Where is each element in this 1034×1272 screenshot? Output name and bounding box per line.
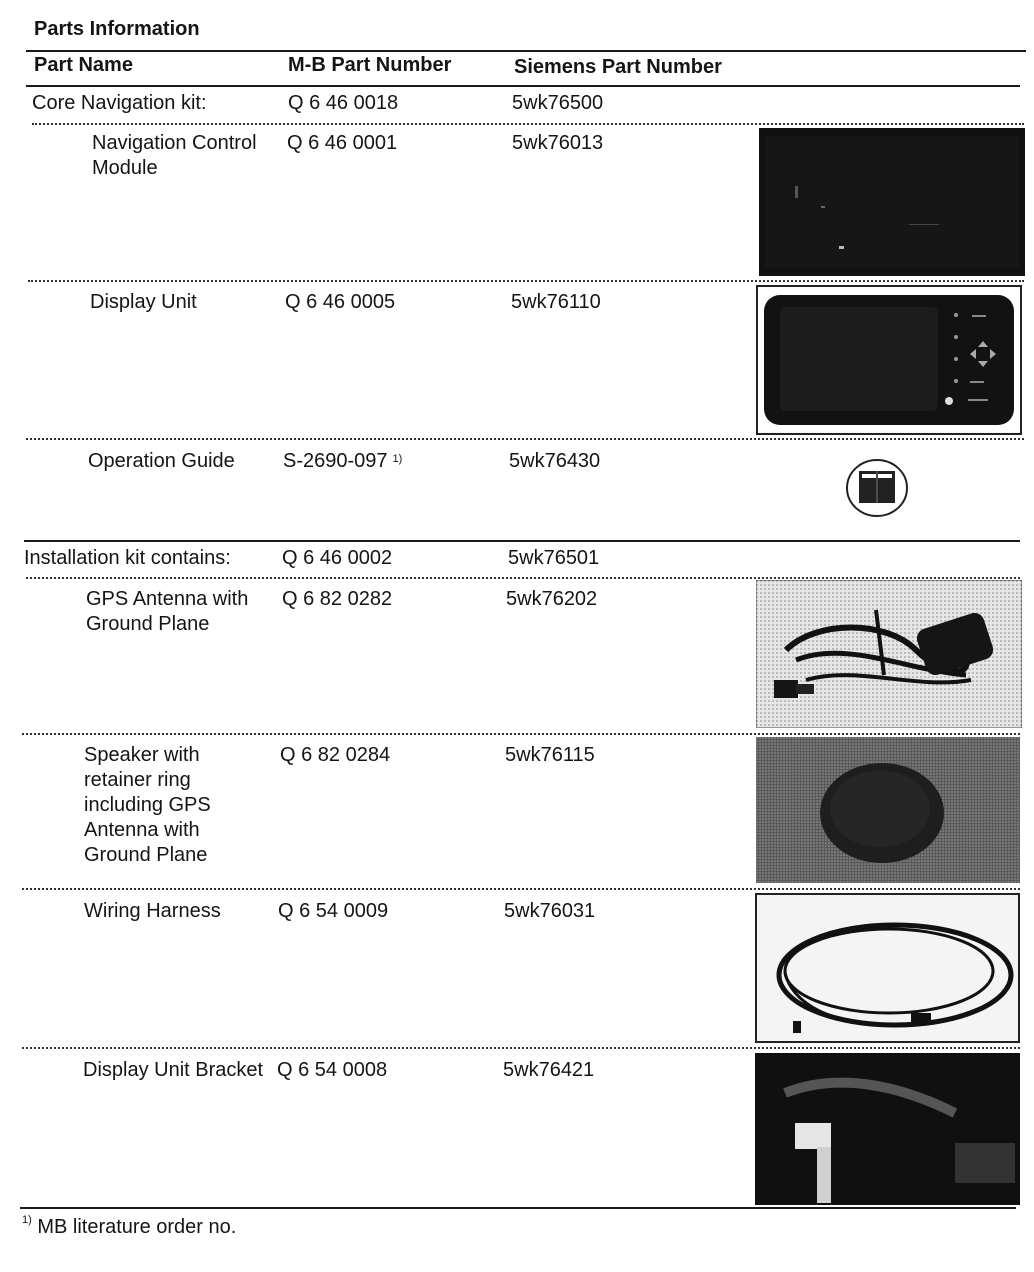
navigation-control-module-photo bbox=[759, 128, 1025, 276]
footnote bbox=[22, 1216, 236, 1239]
row-siemens-part-number: 5wk76110 bbox=[511, 291, 601, 313]
gps-antenna-photo bbox=[756, 580, 1022, 728]
page-title: Parts Information bbox=[34, 18, 200, 40]
row-part-name: GPS Antenna with Ground Plane bbox=[86, 588, 249, 635]
row-mb-part-number: Q 6 54 0008 bbox=[277, 1059, 388, 1081]
row-divider bbox=[22, 888, 1020, 890]
footnote-marker: 1) bbox=[22, 1214, 32, 1226]
column-header-mb-part-number: M-B Part Number bbox=[288, 54, 452, 76]
row-siemens-part-number: 5wk76115 bbox=[505, 744, 595, 766]
row-divider bbox=[22, 733, 1020, 735]
row-divider bbox=[22, 1047, 1020, 1049]
row-part-name: Display Unit Bracket bbox=[83, 1059, 264, 1081]
row-mb-part-number: Q 6 46 0002 bbox=[282, 547, 393, 569]
row-siemens-part-number: 5wk76202 bbox=[506, 588, 598, 610]
row-part-name: Core Navigation kit: bbox=[32, 92, 207, 114]
speaker-photo bbox=[756, 737, 1020, 883]
footnote-marker: 1) bbox=[392, 453, 403, 465]
header-bottom-rule bbox=[26, 85, 1020, 87]
display-unit-bracket-photo bbox=[755, 1053, 1020, 1205]
row-mb-part-number: Q 6 82 0284 bbox=[280, 744, 391, 766]
row-mb-part-number: Q 6 82 0282 bbox=[282, 588, 393, 610]
row-part-name: Operation Guide bbox=[88, 450, 235, 472]
row-siemens-part-number: 5wk76501 bbox=[508, 547, 600, 569]
column-header-part-name: Part Name bbox=[34, 54, 133, 76]
row-siemens-part-number: 5wk76421 bbox=[503, 1059, 595, 1081]
display-unit-photo bbox=[756, 285, 1022, 435]
mb-part-number-value: S-2690-097 bbox=[283, 450, 388, 472]
row-siemens-part-number: 5wk76430 bbox=[509, 450, 601, 472]
wiring-harness-photo bbox=[755, 893, 1020, 1043]
row-divider bbox=[26, 577, 1020, 579]
row-mb-part-number bbox=[283, 449, 402, 474]
row-divider bbox=[26, 438, 1024, 440]
row-part-name: Speaker with retainer ring including GPS Antenna with Ground Plane bbox=[84, 744, 211, 866]
row-siemens-part-number: 5wk76013 bbox=[512, 132, 604, 154]
row-part-name: Wiring Harness bbox=[84, 900, 221, 922]
row-siemens-part-number: 5wk76031 bbox=[504, 900, 596, 922]
column-header-siemens-part-number: Siemens Part Number bbox=[514, 56, 722, 78]
row-siemens-part-number: 5wk76500 bbox=[512, 92, 604, 114]
book-icon bbox=[845, 458, 909, 518]
header-top-rule bbox=[26, 50, 1026, 52]
table-bottom-rule bbox=[20, 1207, 1016, 1209]
row-divider bbox=[32, 123, 1024, 125]
footnote-text: MB literature order no. bbox=[37, 1216, 237, 1238]
row-mb-part-number: Q 6 46 0018 bbox=[288, 92, 399, 114]
row-divider bbox=[28, 280, 1024, 282]
row-mb-part-number: Q 6 46 0005 bbox=[285, 291, 396, 313]
section-rule bbox=[24, 540, 1020, 542]
row-part-name: Navigation Control Module bbox=[92, 132, 257, 179]
row-mb-part-number: Q 6 46 0001 bbox=[287, 132, 398, 154]
row-mb-part-number: Q 6 54 0009 bbox=[278, 900, 389, 922]
row-part-name: Display Unit bbox=[90, 291, 197, 313]
row-part-name: Installation kit contains: bbox=[24, 547, 231, 569]
